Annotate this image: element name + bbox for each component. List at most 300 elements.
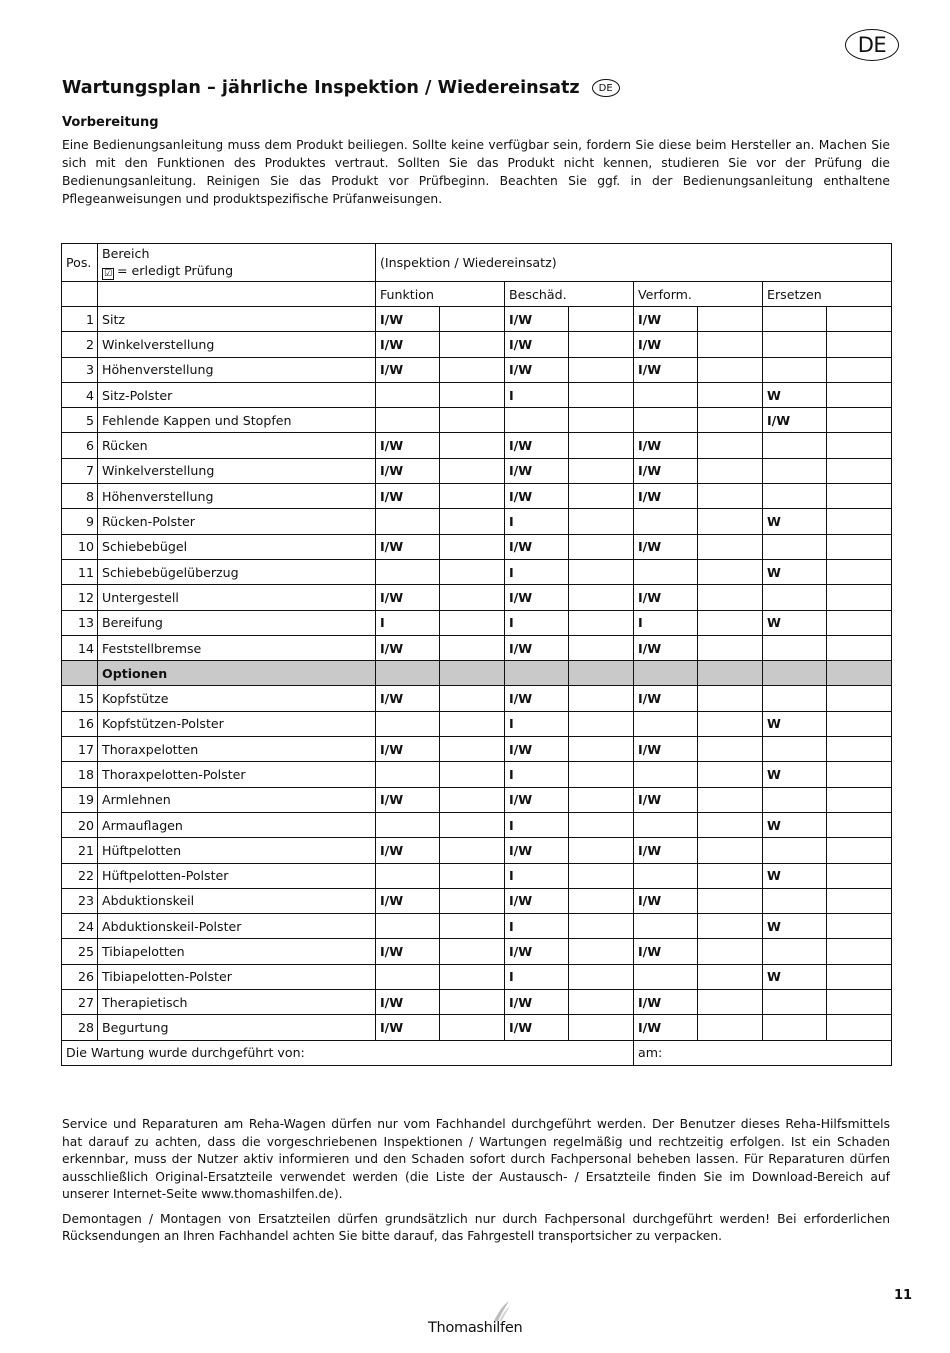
cell-verform: I/W bbox=[634, 585, 698, 610]
row-pos: 6 bbox=[62, 433, 98, 458]
row-pos: 7 bbox=[62, 458, 98, 483]
cell-verform: I/W bbox=[634, 433, 698, 458]
table-row bbox=[62, 737, 892, 762]
row-pos: 3 bbox=[62, 357, 98, 382]
cell-funktion bbox=[376, 863, 440, 888]
check-cell-beschaed bbox=[569, 661, 634, 686]
check-cell-ersetzen bbox=[827, 307, 892, 332]
check-cell-verform bbox=[698, 382, 763, 407]
row-pos: 15 bbox=[62, 686, 98, 711]
row-label: Winkelverstellung bbox=[98, 458, 376, 483]
table-row bbox=[62, 585, 892, 610]
group-header: (Inspektion / Wiedereinsatz) bbox=[376, 244, 892, 282]
cell-beschaed: I/W bbox=[505, 686, 569, 711]
cell-beschaed bbox=[505, 661, 569, 686]
cell-verform: I/W bbox=[634, 635, 698, 660]
table-row bbox=[62, 509, 892, 534]
cell-funktion bbox=[376, 964, 440, 989]
cell-verform: I/W bbox=[634, 737, 698, 762]
area-header-title: Bereich bbox=[102, 246, 150, 261]
table-row bbox=[62, 863, 892, 888]
cell-funktion bbox=[376, 762, 440, 787]
check-cell-verform bbox=[698, 661, 763, 686]
check-cell-funktion bbox=[440, 610, 505, 635]
table-row bbox=[62, 838, 892, 863]
cell-beschaed: I bbox=[505, 509, 569, 534]
check-cell-funktion bbox=[440, 635, 505, 660]
check-cell-beschaed bbox=[569, 787, 634, 812]
cell-funktion: I/W bbox=[376, 534, 440, 559]
check-cell-beschaed bbox=[569, 509, 634, 534]
cell-verform bbox=[634, 762, 698, 787]
cell-verform bbox=[634, 559, 698, 584]
check-cell-verform bbox=[698, 888, 763, 913]
check-cell-beschaed bbox=[569, 737, 634, 762]
cell-ersetzen: W bbox=[763, 914, 827, 939]
check-cell-ersetzen bbox=[827, 382, 892, 407]
table-row bbox=[62, 484, 892, 509]
check-cell-ersetzen bbox=[827, 559, 892, 584]
row-label: Feststellbremse bbox=[98, 635, 376, 660]
col-header-verform: Verform. bbox=[634, 282, 763, 307]
cell-verform: I/W bbox=[634, 458, 698, 483]
table-row bbox=[62, 711, 892, 736]
check-cell-verform bbox=[698, 357, 763, 382]
maintenance-date: am: bbox=[634, 1040, 892, 1065]
row-pos: 9 bbox=[62, 509, 98, 534]
check-cell-verform bbox=[698, 610, 763, 635]
cell-ersetzen bbox=[763, 433, 827, 458]
check-cell-funktion bbox=[440, 433, 505, 458]
row-label: Therapietisch bbox=[98, 990, 376, 1015]
check-cell-ersetzen bbox=[827, 939, 892, 964]
cell-funktion: I/W bbox=[376, 686, 440, 711]
cell-verform bbox=[634, 863, 698, 888]
cell-funktion: I/W bbox=[376, 484, 440, 509]
subheader-empty-pos bbox=[62, 282, 98, 307]
check-cell-funktion bbox=[440, 458, 505, 483]
cell-funktion: I/W bbox=[376, 635, 440, 660]
cell-beschaed: I bbox=[505, 610, 569, 635]
check-cell-funktion bbox=[440, 357, 505, 382]
table-row bbox=[62, 888, 892, 913]
check-cell-ersetzen bbox=[827, 787, 892, 812]
cell-funktion bbox=[376, 812, 440, 837]
check-cell-funktion bbox=[440, 382, 505, 407]
check-cell-verform bbox=[698, 863, 763, 888]
cell-funktion: I bbox=[376, 610, 440, 635]
cell-verform: I/W bbox=[634, 888, 698, 913]
check-cell-verform bbox=[698, 635, 763, 660]
table-subheader-row bbox=[62, 282, 892, 307]
check-cell-funktion bbox=[440, 762, 505, 787]
table-row bbox=[62, 914, 892, 939]
check-cell-funktion bbox=[440, 863, 505, 888]
cell-verform bbox=[634, 964, 698, 989]
table-section-row bbox=[62, 661, 892, 686]
row-label: Armlehnen bbox=[98, 787, 376, 812]
row-pos: 2 bbox=[62, 332, 98, 357]
cell-funktion: I/W bbox=[376, 737, 440, 762]
check-cell-beschaed bbox=[569, 914, 634, 939]
check-cell-beschaed bbox=[569, 484, 634, 509]
cell-verform: I/W bbox=[634, 787, 698, 812]
cell-funktion: I/W bbox=[376, 838, 440, 863]
cell-beschaed: I/W bbox=[505, 787, 569, 812]
area-header-note: = erledigt Prüfung bbox=[117, 263, 234, 278]
check-cell-beschaed bbox=[569, 433, 634, 458]
row-pos: 16 bbox=[62, 711, 98, 736]
footer-paragraph: Demontagen / Montagen von Ersatzteilen dürfen grundsätzlich nur durch Fachpersonal durchgeführt werden! Bei erforderlichen Rücksendungen an Ihren Fachhandel achten Sie bitte darauf, das Fahrgestell transportsicher zu verpacken. bbox=[62, 1211, 890, 1243]
check-cell-beschaed bbox=[569, 585, 634, 610]
table-row bbox=[62, 332, 892, 357]
row-label: Tibiapelotten-Polster bbox=[98, 964, 376, 989]
check-cell-ersetzen bbox=[827, 357, 892, 382]
check-cell-ersetzen bbox=[827, 838, 892, 863]
check-cell-beschaed bbox=[569, 990, 634, 1015]
area-header bbox=[98, 244, 376, 282]
row-pos: 14 bbox=[62, 635, 98, 660]
cell-ersetzen bbox=[763, 585, 827, 610]
row-pos: 27 bbox=[62, 990, 98, 1015]
cell-beschaed: I/W bbox=[505, 888, 569, 913]
cell-funktion: I/W bbox=[376, 332, 440, 357]
row-pos: 20 bbox=[62, 812, 98, 837]
check-cell-ersetzen bbox=[827, 686, 892, 711]
check-cell-funktion bbox=[440, 964, 505, 989]
check-cell-ersetzen bbox=[827, 635, 892, 660]
row-label: Sitz-Polster bbox=[98, 382, 376, 407]
cell-verform: I/W bbox=[634, 1015, 698, 1040]
check-cell-verform bbox=[698, 711, 763, 736]
check-cell-beschaed bbox=[569, 559, 634, 584]
row-pos: 10 bbox=[62, 534, 98, 559]
cell-funktion: I/W bbox=[376, 888, 440, 913]
cell-ersetzen: I/W bbox=[763, 408, 827, 433]
check-cell-ersetzen bbox=[827, 585, 892, 610]
check-cell-beschaed bbox=[569, 610, 634, 635]
row-pos: 22 bbox=[62, 863, 98, 888]
row-label: Begurtung bbox=[98, 1015, 376, 1040]
row-pos: 13 bbox=[62, 610, 98, 635]
check-cell-ersetzen bbox=[827, 408, 892, 433]
row-label: Rücken bbox=[98, 433, 376, 458]
cell-ersetzen bbox=[763, 990, 827, 1015]
check-cell-ersetzen bbox=[827, 711, 892, 736]
check-cell-beschaed bbox=[569, 635, 634, 660]
check-cell-verform bbox=[698, 762, 763, 787]
row-label: Fehlende Kappen und Stopfen bbox=[98, 408, 376, 433]
pos-header: Pos. bbox=[62, 244, 98, 282]
cell-ersetzen: W bbox=[763, 863, 827, 888]
check-cell-beschaed bbox=[569, 332, 634, 357]
check-cell-beschaed bbox=[569, 939, 634, 964]
table-row bbox=[62, 408, 892, 433]
cell-ersetzen bbox=[763, 939, 827, 964]
cell-ersetzen: W bbox=[763, 964, 827, 989]
footer-paragraph: Service und Reparaturen am Reha-Wagen dürfen nur vom Fachhandel durchgeführt werden. Der Benutzer dieses Reha-Hilfsmittels hat darauf zu achten, dass die vorgeschriebenen Inspektionen / Wartungen regelmäßig und rechtzeitig erfolgen. Ist ein Schaden erkennbar, muss der Nutzer aktiv informieren und den Schaden sofort durch Fachpersonal beheben lassen. Für Reparaturen dürfen ausschließlich Original-Ersatzteile verwendet werden (die Liste der Austausch- / Ersatzteile finden Sie im Download-Bereich auf unserer Internet-Seite www.thomashilfen.de). bbox=[62, 1117, 890, 1201]
check-cell-ersetzen bbox=[827, 484, 892, 509]
cell-funktion: I/W bbox=[376, 307, 440, 332]
cell-funktion bbox=[376, 711, 440, 736]
check-cell-ersetzen bbox=[827, 964, 892, 989]
cell-ersetzen: W bbox=[763, 762, 827, 787]
check-cell-ersetzen bbox=[827, 863, 892, 888]
check-cell-ersetzen bbox=[827, 610, 892, 635]
row-pos: 4 bbox=[62, 382, 98, 407]
row-pos: 18 bbox=[62, 762, 98, 787]
table-row bbox=[62, 812, 892, 837]
cell-funktion: I/W bbox=[376, 357, 440, 382]
cell-beschaed: I bbox=[505, 711, 569, 736]
check-cell-funktion bbox=[440, 509, 505, 534]
cell-ersetzen bbox=[763, 737, 827, 762]
check-cell-funktion bbox=[440, 990, 505, 1015]
cell-beschaed: I/W bbox=[505, 990, 569, 1015]
check-cell-ersetzen bbox=[827, 509, 892, 534]
cell-beschaed: I bbox=[505, 382, 569, 407]
row-pos: 11 bbox=[62, 559, 98, 584]
cell-beschaed: I/W bbox=[505, 1015, 569, 1040]
check-cell-funktion bbox=[440, 1015, 505, 1040]
checkbox-icon: ☑ bbox=[103, 269, 113, 279]
check-cell-funktion bbox=[440, 888, 505, 913]
cell-ersetzen bbox=[763, 484, 827, 509]
cell-beschaed: I/W bbox=[505, 838, 569, 863]
row-label: Hüftpelotten bbox=[98, 838, 376, 863]
check-cell-beschaed bbox=[569, 838, 634, 863]
col-header-beschaed: Beschäd. bbox=[505, 282, 634, 307]
table-row bbox=[62, 433, 892, 458]
cell-beschaed: I/W bbox=[505, 585, 569, 610]
cell-ersetzen bbox=[763, 787, 827, 812]
check-cell-ersetzen bbox=[827, 990, 892, 1015]
table-row bbox=[62, 964, 892, 989]
row-pos: 12 bbox=[62, 585, 98, 610]
check-cell-verform bbox=[698, 939, 763, 964]
row-label: Thoraxpelotten bbox=[98, 737, 376, 762]
cell-ersetzen: W bbox=[763, 382, 827, 407]
cell-funktion: I/W bbox=[376, 1015, 440, 1040]
check-cell-beschaed bbox=[569, 382, 634, 407]
row-pos: 24 bbox=[62, 914, 98, 939]
cell-verform: I/W bbox=[634, 686, 698, 711]
check-cell-funktion bbox=[440, 408, 505, 433]
table-footer-row bbox=[62, 1040, 892, 1065]
thomashilfen-logo bbox=[428, 1300, 528, 1350]
check-cell-beschaed bbox=[569, 307, 634, 332]
col-header-ersetzen: Ersetzen bbox=[763, 282, 892, 307]
check-cell-verform bbox=[698, 990, 763, 1015]
check-cell-beschaed bbox=[569, 686, 634, 711]
cell-beschaed: I bbox=[505, 812, 569, 837]
logo-swoosh-icon bbox=[490, 1300, 512, 1322]
cell-ersetzen bbox=[763, 635, 827, 660]
cell-funktion bbox=[376, 408, 440, 433]
row-label: Sitz bbox=[98, 307, 376, 332]
cell-verform: I/W bbox=[634, 332, 698, 357]
cell-beschaed: I/W bbox=[505, 307, 569, 332]
check-cell-beschaed bbox=[569, 534, 634, 559]
cell-verform bbox=[634, 711, 698, 736]
row-pos: 26 bbox=[62, 964, 98, 989]
cell-beschaed: I/W bbox=[505, 357, 569, 382]
cell-verform: I/W bbox=[634, 990, 698, 1015]
cell-verform bbox=[634, 408, 698, 433]
check-cell-funktion bbox=[440, 737, 505, 762]
maintenance-table bbox=[61, 243, 892, 1066]
check-cell-verform bbox=[698, 964, 763, 989]
check-cell-verform bbox=[698, 484, 763, 509]
cell-verform bbox=[634, 382, 698, 407]
cell-ersetzen bbox=[763, 838, 827, 863]
cell-ersetzen bbox=[763, 332, 827, 357]
check-cell-verform bbox=[698, 914, 763, 939]
cell-ersetzen: W bbox=[763, 559, 827, 584]
row-pos: 19 bbox=[62, 787, 98, 812]
cell-funktion: I/W bbox=[376, 458, 440, 483]
cell-ersetzen bbox=[763, 357, 827, 382]
page-title bbox=[62, 78, 620, 98]
row-label: Rücken-Polster bbox=[98, 509, 376, 534]
area-header-note-line bbox=[102, 262, 371, 280]
row-label: Abduktionskeil bbox=[98, 888, 376, 913]
check-cell-ersetzen bbox=[827, 762, 892, 787]
cell-ersetzen: W bbox=[763, 711, 827, 736]
check-cell-funktion bbox=[440, 939, 505, 964]
check-cell-verform bbox=[698, 332, 763, 357]
check-cell-verform bbox=[698, 534, 763, 559]
table-row bbox=[62, 559, 892, 584]
cell-funktion: I/W bbox=[376, 939, 440, 964]
check-cell-verform bbox=[698, 812, 763, 837]
row-label: Höhenverstellung bbox=[98, 484, 376, 509]
check-cell-beschaed bbox=[569, 964, 634, 989]
cell-beschaed: I/W bbox=[505, 737, 569, 762]
row-pos: 25 bbox=[62, 939, 98, 964]
check-cell-verform bbox=[698, 686, 763, 711]
cell-funktion bbox=[376, 559, 440, 584]
cell-verform bbox=[634, 914, 698, 939]
cell-beschaed: I bbox=[505, 863, 569, 888]
cell-verform: I/W bbox=[634, 357, 698, 382]
check-cell-funktion bbox=[440, 484, 505, 509]
cell-beschaed: I bbox=[505, 762, 569, 787]
row-label: Höhenverstellung bbox=[98, 357, 376, 382]
check-cell-funktion bbox=[440, 787, 505, 812]
cell-verform: I/W bbox=[634, 838, 698, 863]
check-cell-funktion bbox=[440, 585, 505, 610]
cell-funktion bbox=[376, 914, 440, 939]
row-label: Schiebebügel bbox=[98, 534, 376, 559]
maintenance-done-by: Die Wartung wurde durchgeführt von: bbox=[62, 1040, 634, 1065]
title-language-badge: DE bbox=[592, 79, 620, 97]
cell-ersetzen bbox=[763, 534, 827, 559]
check-cell-ersetzen bbox=[827, 737, 892, 762]
row-label: Kopfstützen-Polster bbox=[98, 711, 376, 736]
check-cell-ersetzen bbox=[827, 1015, 892, 1040]
logo-text: Thomashilfen bbox=[428, 1320, 523, 1336]
cell-ersetzen bbox=[763, 307, 827, 332]
row-label: Thoraxpelotten-Polster bbox=[98, 762, 376, 787]
cell-ersetzen bbox=[763, 661, 827, 686]
check-cell-beschaed bbox=[569, 408, 634, 433]
cell-funktion: I/W bbox=[376, 433, 440, 458]
table-header-row bbox=[62, 244, 892, 282]
check-cell-beschaed bbox=[569, 762, 634, 787]
table-row bbox=[62, 787, 892, 812]
row-label: Armauflagen bbox=[98, 812, 376, 837]
cell-funktion bbox=[376, 661, 440, 686]
table-row bbox=[62, 1015, 892, 1040]
cell-ersetzen: W bbox=[763, 610, 827, 635]
cell-ersetzen: W bbox=[763, 509, 827, 534]
table-row bbox=[62, 382, 892, 407]
page-number: 11 bbox=[894, 1288, 913, 1303]
check-cell-verform bbox=[698, 458, 763, 483]
cell-funktion bbox=[376, 509, 440, 534]
check-cell-ersetzen bbox=[827, 534, 892, 559]
table-row bbox=[62, 635, 892, 660]
cell-ersetzen bbox=[763, 686, 827, 711]
cell-beschaed: I bbox=[505, 914, 569, 939]
col-header-funktion: Funktion bbox=[376, 282, 505, 307]
row-label: Bereifung bbox=[98, 610, 376, 635]
cell-beschaed: I/W bbox=[505, 332, 569, 357]
row-label: Optionen bbox=[98, 661, 376, 686]
subheader-empty-area bbox=[98, 282, 376, 307]
cell-beschaed bbox=[505, 408, 569, 433]
check-cell-funktion bbox=[440, 534, 505, 559]
row-pos: 8 bbox=[62, 484, 98, 509]
check-cell-beschaed bbox=[569, 863, 634, 888]
row-label: Schiebebügelüberzug bbox=[98, 559, 376, 584]
check-cell-verform bbox=[698, 585, 763, 610]
intro-paragraph: Eine Bedienungsanleitung muss dem Produkt beiliegen. Sollte keine verfügbar sein, fordern Sie diese beim Hersteller an. Machen Sie sich mit den Funktionen des Produktes vertraut. Sollten Sie das Produkt nicht kennen, studieren Sie vor der Prüfung die Bedienungsanleitung. Reinigen Sie das Produkt vor Prüfbeginn. Beachten Sie ggf. in der Bedienungsanleitung enthaltene Pflegeanweisungen und produktspezifische Prüfanweisungen. bbox=[62, 138, 890, 206]
cell-beschaed: I bbox=[505, 559, 569, 584]
language-badge: DE bbox=[845, 29, 899, 61]
row-pos: 17 bbox=[62, 737, 98, 762]
row-label: Untergestell bbox=[98, 585, 376, 610]
check-cell-beschaed bbox=[569, 888, 634, 913]
table-row bbox=[62, 762, 892, 787]
check-cell-ersetzen bbox=[827, 433, 892, 458]
cell-ersetzen bbox=[763, 888, 827, 913]
table-row bbox=[62, 357, 892, 382]
page-title-text: Wartungsplan – jährliche Inspektion / Wiedereinsatz bbox=[62, 78, 580, 98]
section-heading: Vorbereitung bbox=[62, 115, 159, 130]
check-cell-verform bbox=[698, 838, 763, 863]
cell-verform bbox=[634, 812, 698, 837]
cell-ersetzen bbox=[763, 458, 827, 483]
table-row bbox=[62, 307, 892, 332]
check-cell-beschaed bbox=[569, 357, 634, 382]
check-cell-verform bbox=[698, 509, 763, 534]
table-row bbox=[62, 939, 892, 964]
row-label: Abduktionskeil-Polster bbox=[98, 914, 376, 939]
check-cell-ersetzen bbox=[827, 458, 892, 483]
check-cell-verform bbox=[698, 307, 763, 332]
cell-beschaed: I/W bbox=[505, 458, 569, 483]
cell-beschaed: I/W bbox=[505, 433, 569, 458]
check-cell-beschaed bbox=[569, 1015, 634, 1040]
check-cell-funktion bbox=[440, 838, 505, 863]
cell-funktion bbox=[376, 382, 440, 407]
cell-verform: I/W bbox=[634, 307, 698, 332]
cell-funktion: I/W bbox=[376, 990, 440, 1015]
cell-funktion: I/W bbox=[376, 787, 440, 812]
check-cell-funktion bbox=[440, 812, 505, 837]
